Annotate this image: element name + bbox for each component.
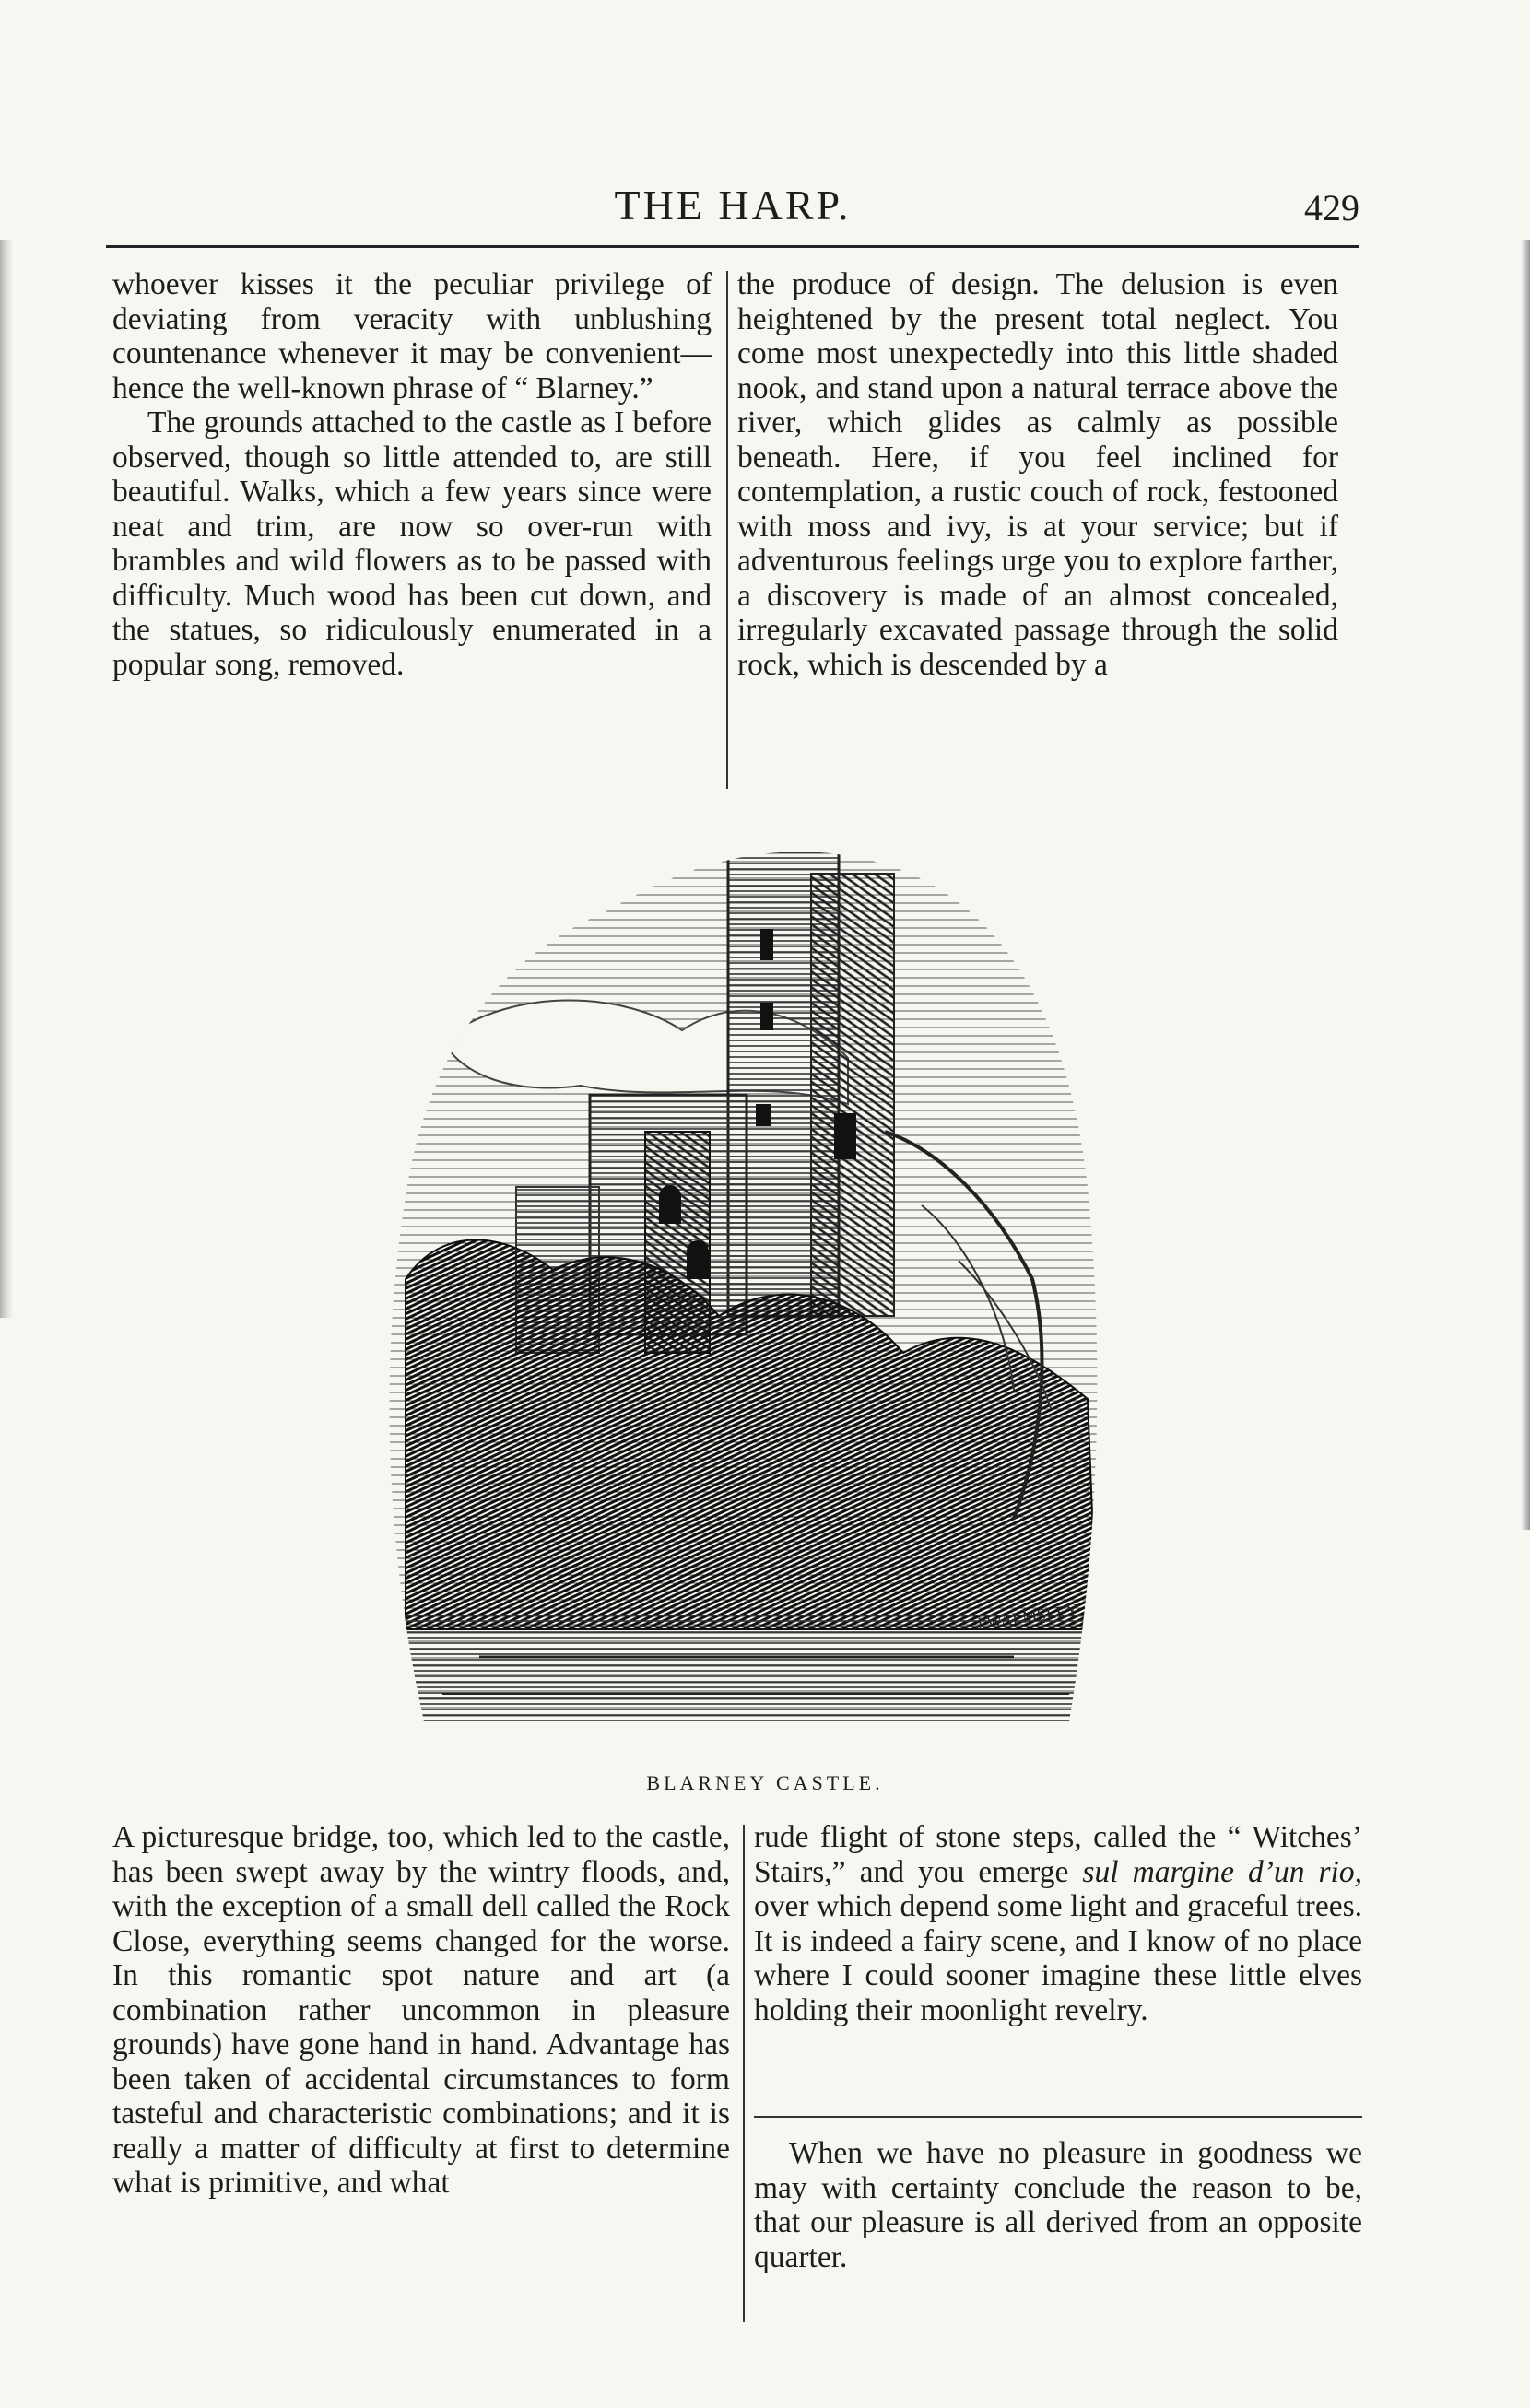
illustration-caption: BLARNEY CASTLE. xyxy=(646,1771,884,1794)
page-number: 429 xyxy=(1304,187,1359,229)
header-rule xyxy=(106,245,1359,248)
top-left-column xyxy=(112,267,712,682)
blarney-castle-engraving xyxy=(369,800,1124,1758)
page-edge xyxy=(1521,240,1530,1530)
column-divider xyxy=(743,1825,745,2322)
paragraph: whoever kisses it the peculiar privilege of deviating from veracity with unblushing countenance whenever it may be convenient—hence the well-known phrase of “ Blarney.” xyxy=(112,267,712,405)
column-divider xyxy=(726,271,728,789)
bottom-left-column xyxy=(112,1820,730,2201)
engraver-signature: J.WALMSLEY xyxy=(974,1600,1079,1633)
bottom-right-column xyxy=(754,1820,1362,2027)
top-right-column xyxy=(737,267,1338,682)
maxim-block xyxy=(754,2136,1362,2274)
paragraph: rude flight of stone steps, called the “ Witches’ Stairs,” and you emerge sul margine d’un rio, over which depend some light and graceful trees. It is indeed a fairy scene, and I know of no place where I could sooner imagine these little elves holding their moonlight revelry. xyxy=(754,1820,1362,2027)
binding-shadow xyxy=(0,240,13,1318)
paragraph: A picturesque bridge, too, which led to the castle, has been swept away by the wintry floods, and, with the exception of a small dell called the Rock Close, everything seems changed for the worse. In this romantic spot nature and art (a combination rather uncommon in pleasure grounds) have gone hand in hand. Advantage has been taken of accidental circumstances to form tasteful and characteristic combinations; and it is really a matter of difficulty at first to determine what is primitive, and what xyxy=(112,1820,730,2200)
italic-phrase: sul margine d’un rio, xyxy=(1082,1854,1362,1889)
paragraph: the produce of design. The delusion is even heightened by the present total neglect. You come most unexpectedly into this little shaded nook, and stand upon a natural terrace above the river, which glides as calmly as possible beneath. Here, if you feel inclined for contemplation, a rustic couch of rock, festooned with moss and ivy, is at your service; but if adventurous feelings urge you to explore farther, a discovery is made of an almost concealed, irregularly excavated passage through the solid rock, which is descended by a xyxy=(737,267,1339,682)
maxim: When we have no pleasure in goodness we may with certainty conclude the reason to be, that our pleasure is all derived from an opposite quarter. xyxy=(754,2136,1362,2274)
running-title: THE HARP. xyxy=(614,182,852,229)
paragraph: The grounds attached to the castle as I before observed, though so little attended to, are still beautiful. Walks, which a few years since were neat and trim, are now so over-run with brambles and wild flowers as to be passed with difficulty. Much wood has been cut down, and the statues, so ridiculously enumerated in a popular song, removed. xyxy=(112,405,712,682)
running-header xyxy=(106,181,1359,245)
section-rule xyxy=(754,2116,1362,2118)
